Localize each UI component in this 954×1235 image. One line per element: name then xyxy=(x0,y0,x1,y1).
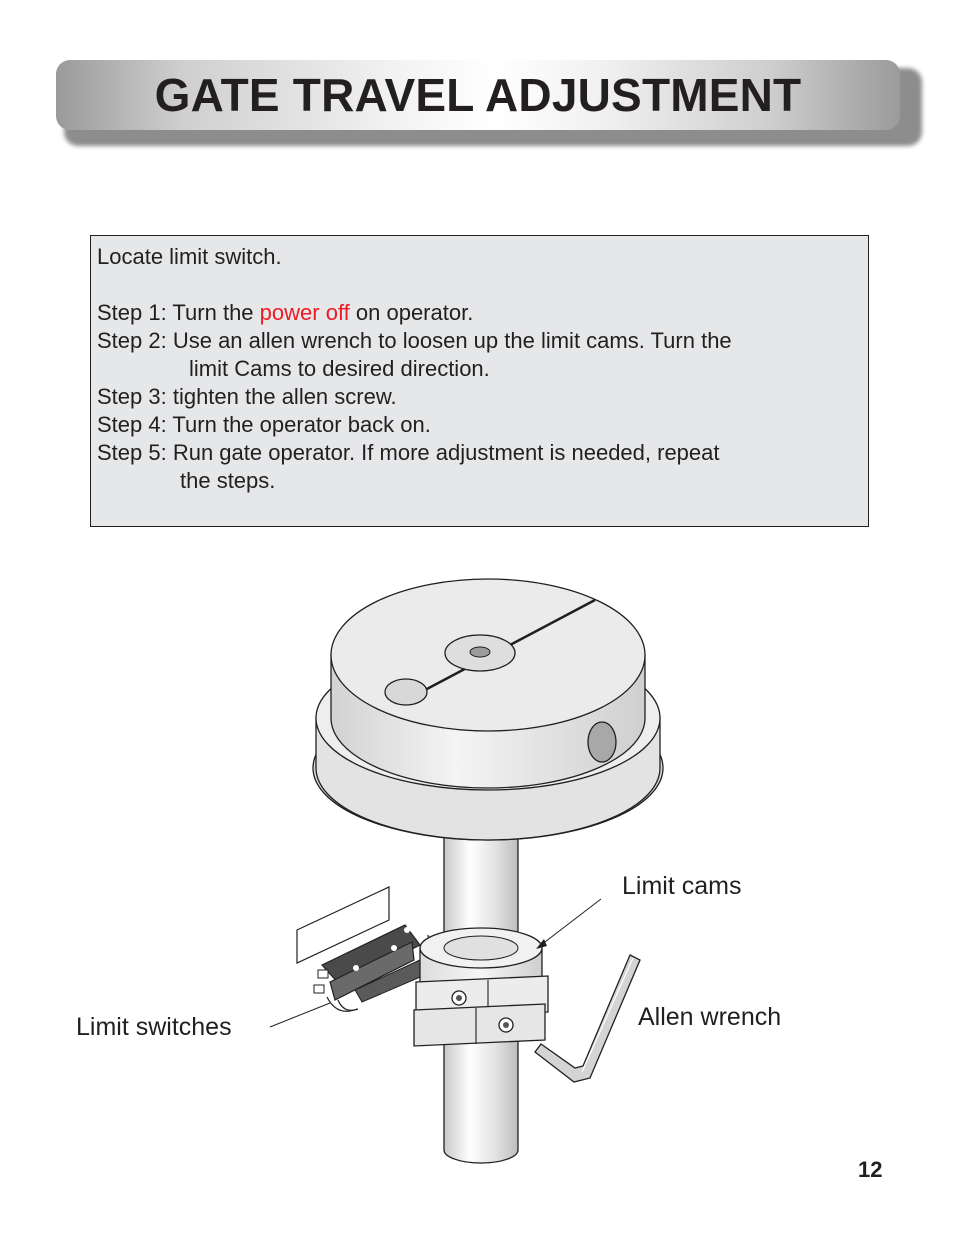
step-1-suffix: on operator. xyxy=(349,300,474,325)
step-5: Step 5: Run gate operator. If more adjustment is needed, repeat xyxy=(97,440,720,465)
allen-wrench-label: Allen wrench xyxy=(638,1003,782,1031)
step-2: Step 2: Use an allen wrench to loosen up the limit cams. Turn the xyxy=(97,328,732,353)
intro-text: Locate limit switch. xyxy=(97,244,282,269)
step-4: Step 4: Turn the operator back on. xyxy=(97,412,431,437)
allen-wrench xyxy=(535,955,640,1082)
step-2-continued: limit Cams to desired direction. xyxy=(189,356,490,381)
limit-cams-leader-line xyxy=(541,899,601,945)
step-3: Step 3: tighten the allen screw. xyxy=(97,384,397,409)
limit-box-drum xyxy=(313,579,663,840)
limit-switches-leader-line xyxy=(270,1003,330,1027)
page-number: 12 xyxy=(858,1157,883,1182)
limit-cams xyxy=(414,928,548,1046)
page-title: GATE TRAVEL ADJUSTMENT xyxy=(154,69,802,121)
power-off-highlight: power off xyxy=(259,300,350,325)
step-5-continued: the steps. xyxy=(180,468,276,493)
limit-switch-assembly xyxy=(297,887,432,1011)
limit-switches-label: Limit switches xyxy=(76,1013,232,1041)
step-1-prefix: Step 1: Turn the xyxy=(97,300,260,325)
limit-cams-label: Limit cams xyxy=(622,872,742,900)
